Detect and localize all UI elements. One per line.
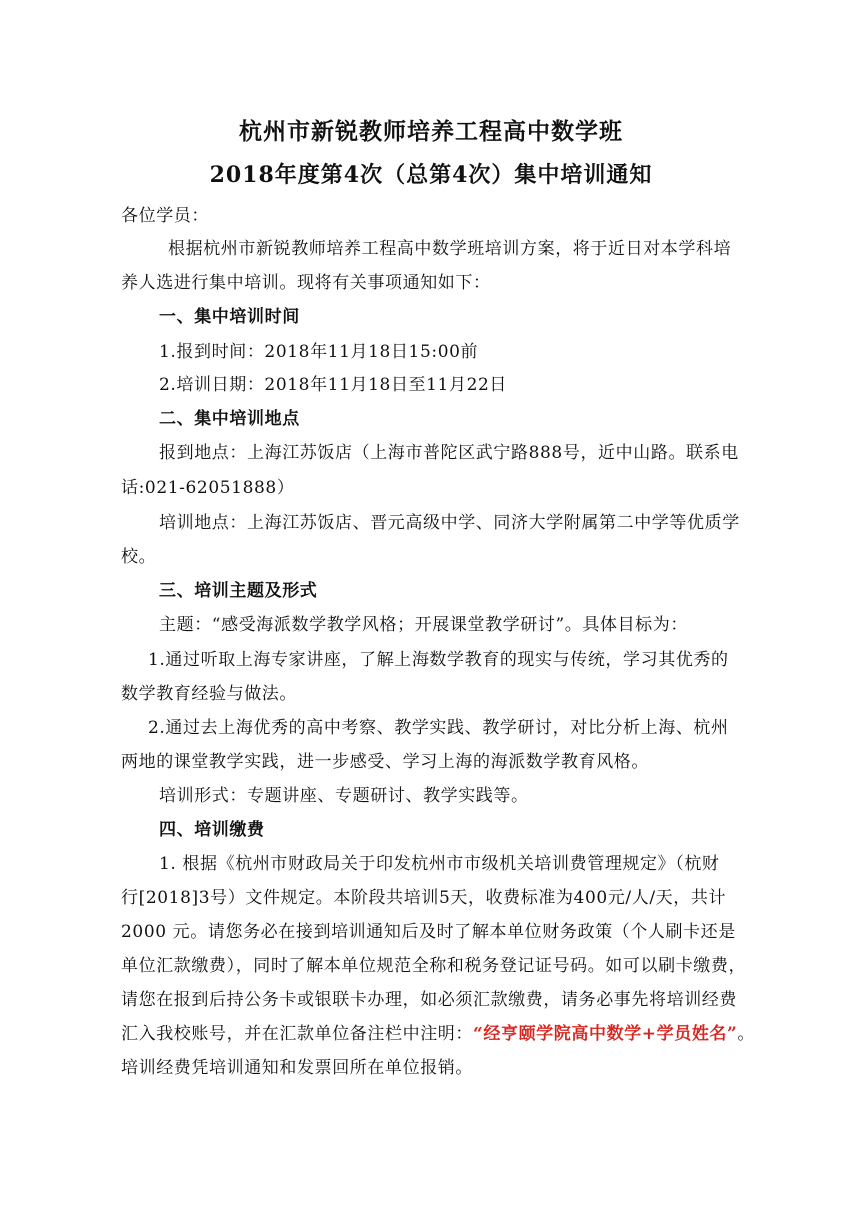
- goal-2-line-2: 两地的课堂教学实践，进一步感受、学习上海的海派数学教育风格。: [121, 752, 649, 772]
- checkin-location-line-1: 报到地点：上海江苏饭店（上海市普陀区武宁路888号，近中山路。联系电: [159, 443, 739, 463]
- fee-paragraph-line-4: 单位汇款缴费），同时了解本单位规范全称和税务登记证号码。如可以刷卡缴费，: [121, 956, 747, 976]
- fee-paragraph-line-2: 行[2018]3号）文件规定。本阶段共培训5天，收费标准为400元/人/天，共计: [121, 888, 727, 908]
- intro-line-1: 根据杭州市新锐教师培养工程高中数学班培训方案，将于近日对本学科培: [168, 239, 732, 259]
- section-4-heading: 四、培训缴费: [159, 820, 265, 840]
- section-1-item-2: 2.培训日期：2018年11月18日至11月22日: [159, 375, 508, 395]
- document-title: 杭州市新锐教师培养工程高中数学班: [239, 118, 623, 145]
- goal-1-line-1: 1.通过听取上海专家讲座，了解上海数学教育的现实与传统，学习其优秀的: [148, 650, 729, 670]
- section-1-heading: 一、集中培训时间: [159, 307, 300, 327]
- fee-paragraph-line-5: 请您在报到后持公务卡或银联卡办理，如必须汇款缴费，请务必事先将培训经费: [121, 990, 737, 1010]
- remittance-note-prefix: 汇入我校账号，并在汇款单位备注栏中注明：: [121, 1024, 473, 1044]
- document-subtitle: 2018年度第4次（总第4次）集中培训通知: [209, 162, 653, 188]
- remittance-note-suffix: 。: [737, 1024, 756, 1044]
- checkin-location-line-2: 话:021-62051888）: [121, 478, 295, 498]
- intro-line-2: 养人选进行集中培训。现将有关事项通知如下：: [121, 273, 491, 293]
- fee-paragraph-line-1: 1. 根据《杭州市财政局关于印发杭州市市级机关培训费管理规定》（杭财: [159, 854, 720, 874]
- fee-paragraph-line-3: 2000 元。请您务必在接到培训通知后及时了解本单位财务政策（个人刷卡还是: [121, 922, 736, 942]
- salutation: 各位学员：: [121, 206, 209, 226]
- section-1-item-1: 1.报到时间：2018年11月18日15:00前: [159, 342, 479, 362]
- training-venue-line-1: 培训地点：上海江苏饭店、晋元高级中学、同济大学附属第二中学等优质学: [159, 513, 740, 533]
- goal-2-line-1: 2.通过去上海优秀的高中考察、教学实践、教学研讨，对比分析上海、杭州: [148, 718, 729, 738]
- training-venue-line-2: 校。: [121, 547, 157, 567]
- fee-paragraph-line-6: [121, 1022, 755, 1046]
- section-3-heading: 三、培训主题及形式: [159, 581, 318, 601]
- fee-paragraph-line-7: 培训经费凭培训通知和发票回所在单位报销。: [121, 1058, 473, 1078]
- section-2-heading: 二、集中培训地点: [159, 409, 300, 429]
- goal-1-line-2: 数学教育经验与做法。: [121, 684, 297, 704]
- training-theme: 主题：“感受海派数学教学风格；开展课堂教学研讨”。具体目标为：: [159, 615, 688, 635]
- training-format: 培训形式：专题讲座、专题研讨、教学实践等。: [159, 786, 529, 806]
- remittance-note-highlight: “经亨颐学院高中数学+学员姓名”: [473, 1024, 738, 1044]
